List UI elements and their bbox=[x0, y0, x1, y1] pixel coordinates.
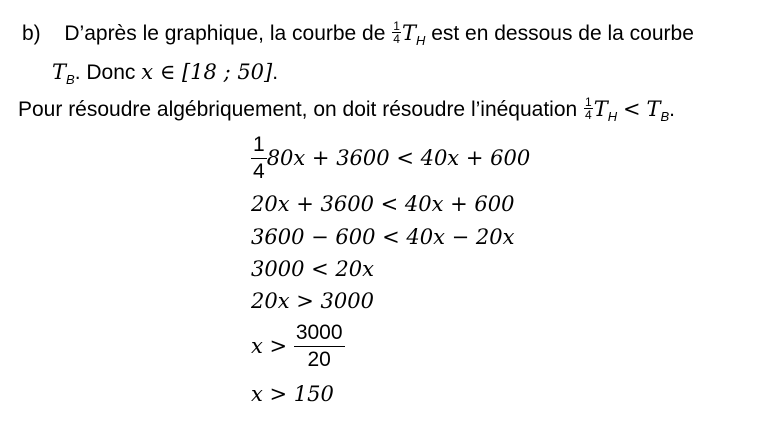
part-b-line-2 bbox=[52, 60, 279, 87]
less-than-sign: < bbox=[622, 97, 641, 122]
fraction-one-quarter: $\frac{1}{4}$ bbox=[585, 95, 592, 122]
subscript-H: H bbox=[607, 109, 618, 125]
subscript-B: B bbox=[66, 72, 75, 87]
equation-step-5: 20x > 3000 bbox=[251, 289, 374, 313]
fraction-one-quarter: $\frac{1}{4}$ bbox=[393, 19, 400, 46]
fraction-one-quarter: $\frac{1}{4}$ bbox=[253, 133, 265, 183]
part-b-text-2: est en dessous de la courbe bbox=[431, 22, 694, 46]
equation-step-7: x > 150 bbox=[251, 382, 334, 406]
period: . bbox=[669, 98, 675, 122]
part-b-text-3: . Donc bbox=[74, 61, 136, 84]
subscript-B: B bbox=[660, 109, 670, 125]
equation-step-4: 3000 < 20x bbox=[251, 257, 374, 281]
equation-step-1 bbox=[251, 132, 530, 185]
equation-step-3: 3600 − 600 < 40x − 20x bbox=[251, 225, 515, 249]
variable-T: T bbox=[593, 97, 608, 122]
part-label: b) bbox=[22, 22, 41, 46]
fraction-3000-over-20: $\frac{3000}{20}$ bbox=[295, 321, 343, 371]
intro-text: Pour résoudre algébriquement, on doit résoudre l’inéquation bbox=[18, 98, 578, 122]
interval-expression: x ∈ [18 ; 50] bbox=[141, 60, 273, 84]
part-b-text-1: D’après le graphique, la courbe de bbox=[64, 22, 386, 46]
variable-T: T bbox=[52, 60, 67, 84]
equation-text: x > bbox=[251, 334, 288, 358]
equation-step-2: 20x + 3600 < 40x + 600 bbox=[251, 192, 515, 216]
variable-T: T bbox=[401, 21, 416, 46]
equation-step-6 bbox=[251, 320, 345, 373]
period: . bbox=[272, 61, 279, 84]
intro-line bbox=[18, 95, 675, 125]
equation-text: 80x + 3600 < 40x + 600 bbox=[266, 146, 531, 170]
part-b-line-1 bbox=[22, 19, 694, 49]
subscript-H: H bbox=[415, 33, 426, 49]
variable-T: T bbox=[646, 97, 661, 122]
